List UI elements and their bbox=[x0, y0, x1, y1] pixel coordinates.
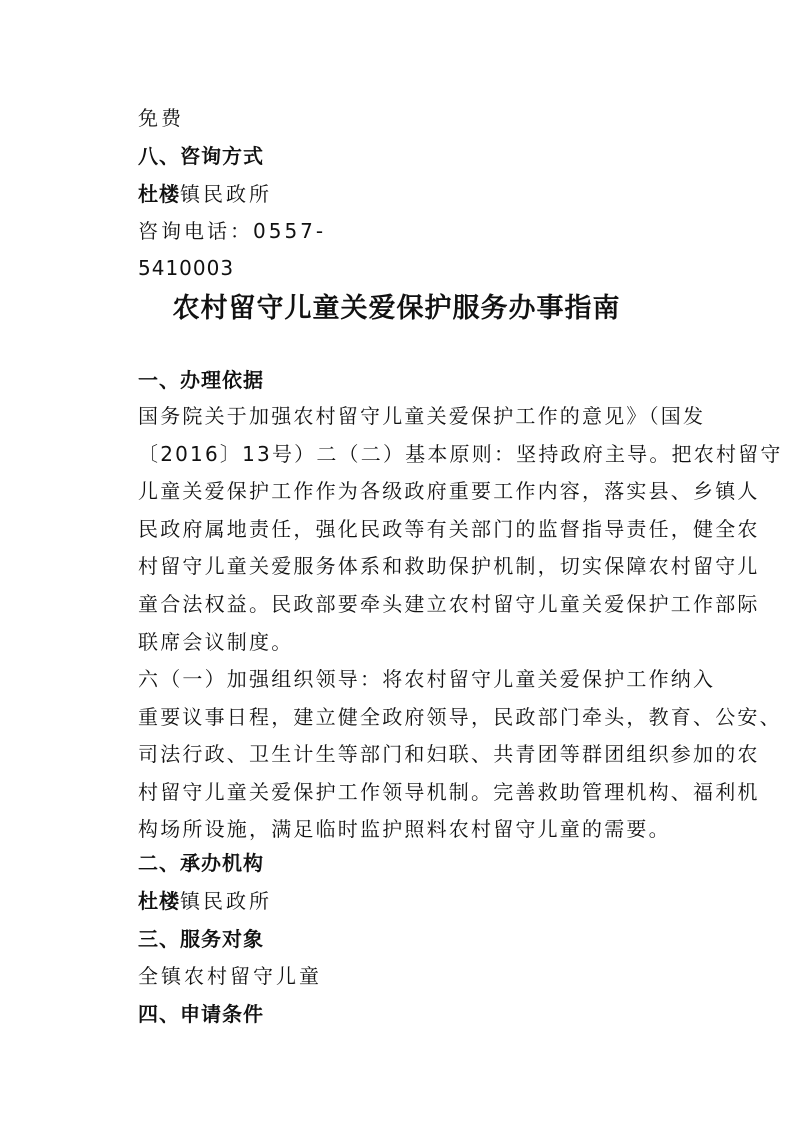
phone-number-rest: 5410003 bbox=[138, 256, 235, 280]
office-name-bold: 杜楼 bbox=[138, 182, 180, 206]
handling-office-bold: 杜楼 bbox=[138, 889, 180, 913]
fee-text: 免费 bbox=[138, 106, 184, 130]
para2-line-1: 六（一）加强组织领导：将农村留守儿童关爱保护工作纳入 bbox=[138, 667, 716, 691]
section1-paragraph-2 bbox=[138, 661, 782, 849]
section1-heading: 一、办理依据 bbox=[138, 368, 264, 392]
para2-line-2: 重要议事日程，建立健全政府领导，民政部门牵头，教育、公安、 bbox=[138, 704, 782, 729]
para1-line-2: 〔2016〕13号）二（二）基本原则：坚持政府主导。把农村留守 bbox=[138, 441, 783, 466]
service-target-text: 全镇农村留守儿童 bbox=[138, 964, 322, 988]
consult-office bbox=[138, 182, 272, 206]
section2-heading: 二、承办机构 bbox=[138, 851, 264, 875]
para1-line-1: 国务院关于加强农村留守儿童关爱保护工作的意见》（国发 bbox=[138, 404, 706, 428]
section8-heading: 八、咨询方式 bbox=[138, 144, 264, 168]
para1-line-5: 村留守儿童关爱服务体系和救助保护机制，切实保障农村留守儿 bbox=[138, 554, 760, 579]
para2-line-5: 构场所设施，满足临时监护照料农村留守儿童的需要。 bbox=[138, 817, 671, 842]
para1-line-6: 童合法权益。民政部要牵头建立农村留守儿童关爱保护工作部际 bbox=[138, 591, 760, 616]
section4-heading: 四、申请条件 bbox=[138, 1002, 264, 1026]
office-name-rest: 镇民政所 bbox=[180, 182, 272, 206]
para1-line-7: 联席会议制度。 bbox=[138, 629, 294, 654]
handling-office bbox=[138, 889, 272, 913]
para1-line-4: 民政府属地责任，强化民政等有关部门的监督指导责任，健全农 bbox=[138, 516, 760, 541]
section3-heading: 三、服务对象 bbox=[138, 927, 264, 951]
para2-line-3: 司法行政、卫生计生等部门和妇联、共青团等群团组织参加的农 bbox=[138, 742, 760, 767]
phone-label: 咨询电话：0557- bbox=[138, 219, 327, 243]
para2-line-4: 村留守儿童关爱保护工作领导机制。完善救助管理机构、福利机 bbox=[138, 779, 760, 804]
section1-paragraph-1 bbox=[138, 398, 783, 661]
handling-office-rest: 镇民政所 bbox=[180, 889, 272, 913]
para1-line-3: 儿童关爱保护工作作为各级政府重要工作内容，落实县、乡镇人 bbox=[138, 479, 760, 504]
document-title: 农村留守儿童关爱保护服务办事指南 bbox=[172, 293, 621, 324]
